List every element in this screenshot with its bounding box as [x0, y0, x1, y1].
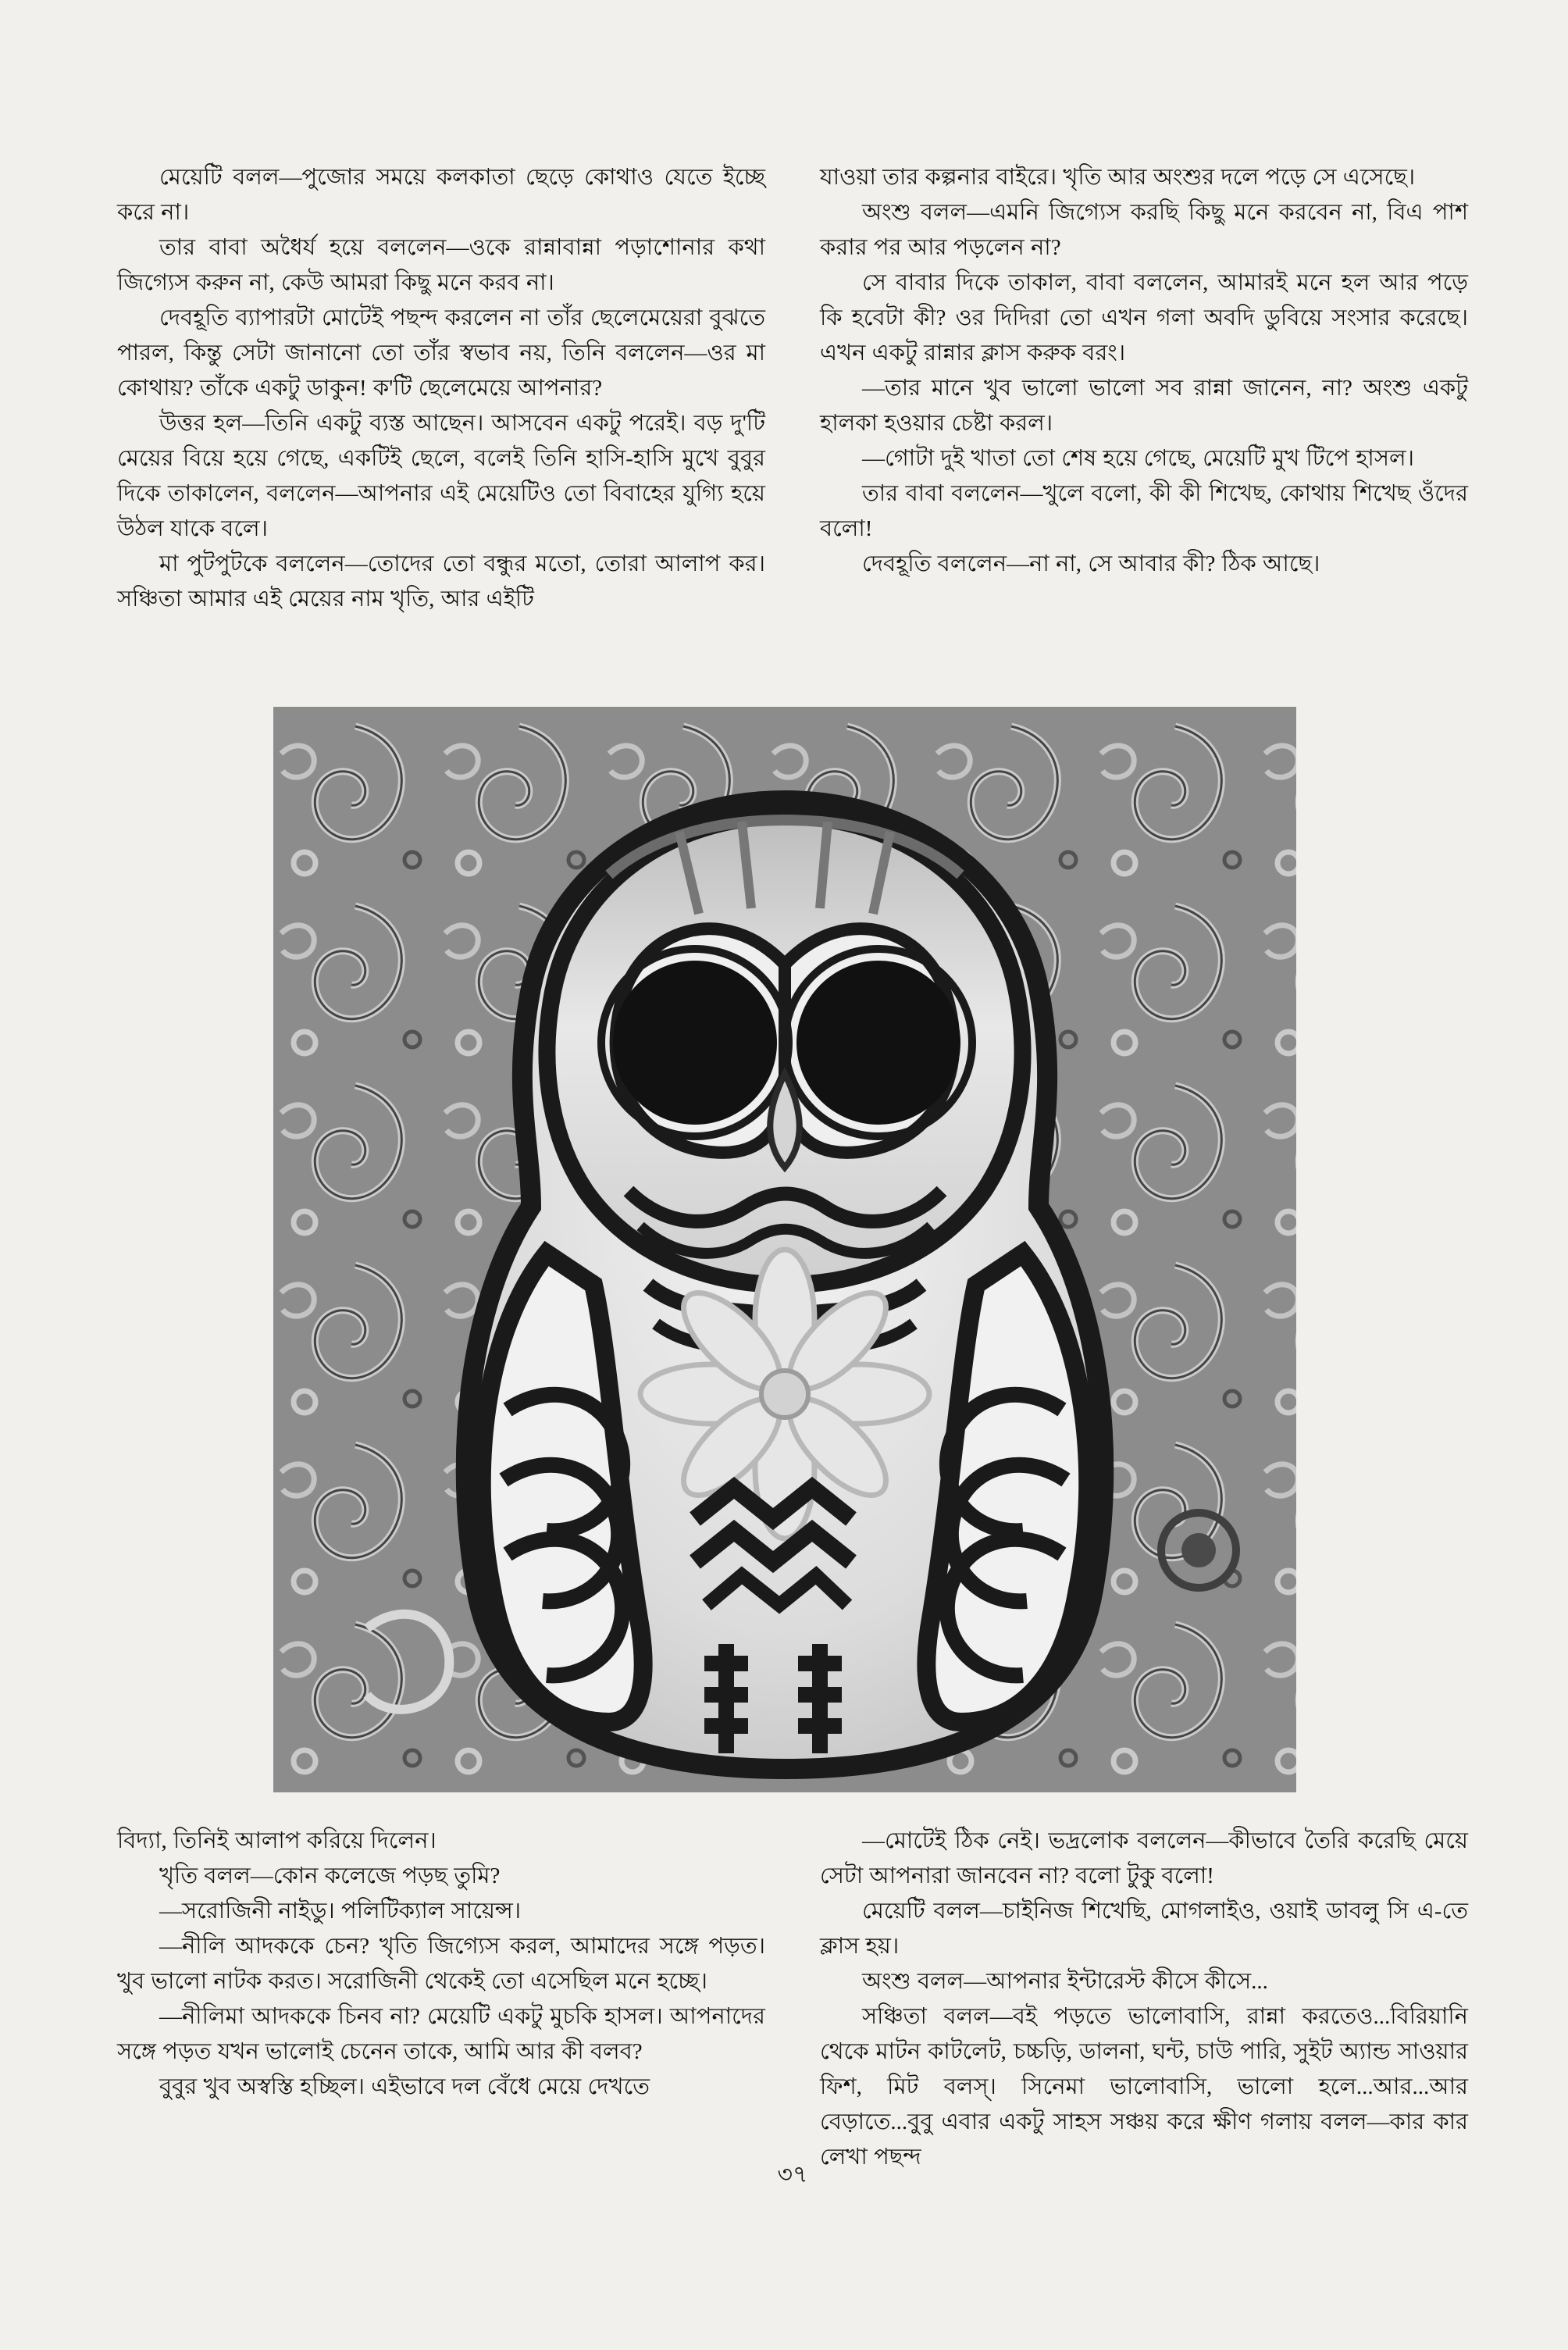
paragraph: অংশু বলল—আপনার ইন্টারেস্ট কীসে কীসে... — [862, 1969, 1268, 1994]
top-text-columns — [117, 160, 1468, 617]
paragraph: —সরোজিনী নাইডু। পলিটিক্যাল সায়েন্স। — [159, 1899, 522, 1924]
paragraph: তার বাবা বললেন—খুলে বলো, কী কী শিখেছ, কোথায় শিখেছ ওঁদের বলো! — [820, 481, 1468, 541]
paragraph: দেবহূতি ব্যাপারটা মোটেই পছন্দ করলেন না তাঁর ছেলেমেয়েরা বুঝতে পারল, কিন্তু সেটা জানানো তো তাঁর স্বভাব নয়, তিনি বললেন—ওর মা কোথায়? তাঁকে একটু ডাকুন! ক'টি ছেলেমেয়ে আপনার? — [117, 305, 765, 401]
paragraph: অংশু বলল—এমনি জিগ্যেস করছি কিছু মনে করবেন না, বিএ পাশ করার পর আর পড়লেন না? — [820, 200, 1468, 260]
paragraph: খৃতি বলল—কোন কলেজে পড়ছ তুমি? — [159, 1863, 501, 1888]
paragraph: উত্তর হল—তিনি একটু ব্যস্ত আছেন। আসবেন একটু পরেই। বড় দু'টি মেয়ের বিয়ে হয়ে গেছে, একটিই ছেলে, বলেই তিনি হাসি-হাসি মুখে বুবুর দিকে তাকালেন, বললেন—আপনার এই মেয়েটিও তো বিবাহের যুগ্যি হয়ে উঠল যাকে বলে। — [117, 411, 765, 541]
paragraph: —নীলি আদককে চেন? খৃতি জিগ্যেস করল, আমাদের সঙ্গে পড়ত। খুব ভালো নাটক করত। সরোজিনী থেকেই তো এসেছিল মনে হচ্ছে। — [117, 1934, 765, 1994]
paragraph: যাওয়া তার কল্পনার বাইরে। খৃতি আর অংশুর দলে পড়ে সে এসেছে। — [820, 165, 1416, 190]
paragraph: দেবহূতি বললেন—না না, সে আবার কী? ঠিক আছে। — [862, 551, 1320, 576]
paragraph: মা পুটপুটকে বললেন—তোদের তো বন্ধুর মতো, তোরা আলাপ কর। সঞ্চিতা আমার এই মেয়ের নাম খৃতি, আর এইটি — [117, 551, 765, 612]
paragraph: সে বাবার দিকে তাকাল, বাবা বললেন, আমারই মনে হল আর পড়ে কি হবেটা কী? ওর দিদিরা তো এখন গলা অবদি ডুবিয়ে সংসার করেছে। এখন একটু রান্নার ক্লাস করুক বরং। — [820, 270, 1468, 366]
paragraph: তার বাবা অধৈর্য হয়ে বললেন—ওকে রান্নাবান্না পড়াশোনার কথা জিগ্যেস করুন না, কেউ আমরা কিছু মনে করব না। — [117, 235, 765, 295]
paragraph: —নীলিমা আদককে চিনব না? মেয়েটি একটু মুচকি হাসল। আপনাদের সঙ্গে পড়ত যখন ভালোই চেনেন তাকে, আমি আর কী বলব? — [117, 2004, 765, 2064]
paragraph: সঞ্চিতা বলল—বই পড়তে ভালোবাসি, রান্না করতেও...বিরিয়ানি থেকে মাটন কাটলেট, চচ্চড়ি, ডালনা, ঘন্ট, চাউ পারি, সুইট অ্যান্ড সাওয়ার ফিশ, মিট বলস্‌। সিনেমা ভালোবাসি, ভালো হলে...আর...আর বেড়াতে...বুবু এবার একটু সাহস সঞ্চয় করে ক্ষীণ গলায় বলল—কার কার লেখা পছন্দ — [820, 2004, 1468, 2170]
owl-illustration — [273, 707, 1296, 1792]
paragraph: —মোটেই ঠিক নেই। ভদ্রলোক বললেন—কীভাবে তৈরি করেছি মেয়ে সেটা আপনারা জানবেন না? বলো টুকু বলো! — [820, 1828, 1468, 1888]
page-number: ৩৭ — [777, 2162, 808, 2188]
paragraph: বুবুর খুব অস্বস্তি হচ্ছিল। এইভাবে দল বেঁধে মেয়ে দেখতে — [159, 2074, 650, 2099]
page-content — [117, 160, 1468, 2253]
paragraph: —গোটা দুই খাতা তো শেষ হয়ে গেছে, মেয়েটি মুখ টিপে হাসল। — [862, 446, 1414, 471]
top-left-column — [117, 160, 765, 617]
paragraph: মেয়েটি বলল—চাইনিজ শিখেছি, মোগলাইও, ওয়াই ডাবলু সি এ-তে ক্লাস হয়। — [820, 1899, 1468, 1959]
bottom-left-column — [117, 1824, 765, 2175]
paragraph: মেয়েটি বলল—পুজোর সময়ে কলকাতা ছেড়ে কোথাও যেতে ইচ্ছে করে না। — [117, 165, 765, 225]
top-right-column — [820, 160, 1468, 617]
bottom-text-columns — [117, 1824, 1468, 2175]
paragraph: বিদ্যা, তিনিই আলাপ করিয়ে দিলেন। — [117, 1828, 437, 1853]
paragraph: —তার মানে খুব ভালো ভালো সব রান্না জানেন, না? অংশু একটু হালকা হওয়ার চেষ্টা করল। — [820, 376, 1468, 436]
bottom-right-column — [820, 1824, 1468, 2175]
